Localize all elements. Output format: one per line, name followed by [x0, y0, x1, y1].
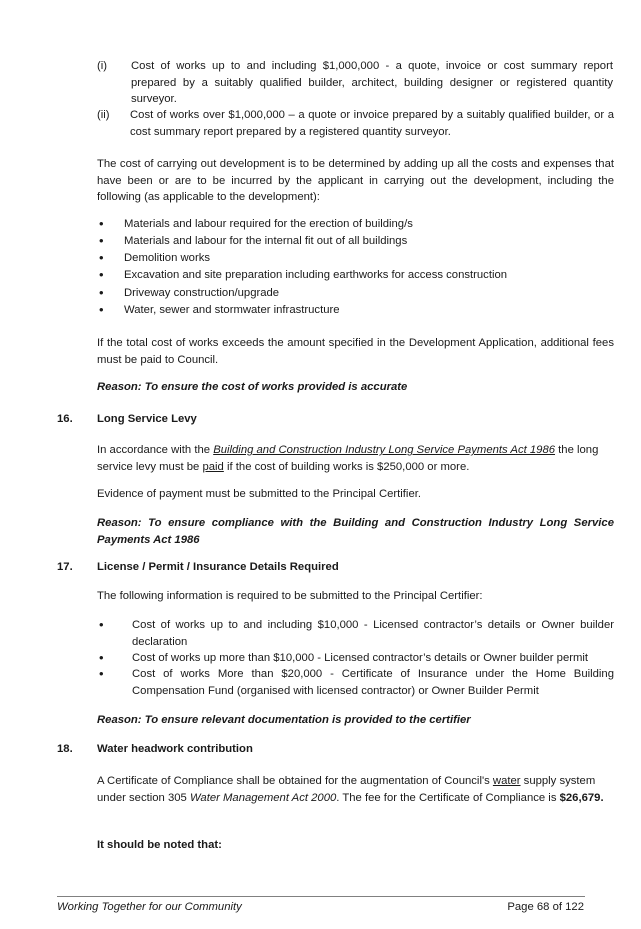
bullet-item: Water, sewer and stormwater infrastructure: [124, 304, 340, 316]
list-marker-ii: (ii): [97, 109, 110, 121]
section-title-18: Water headwork contribution: [97, 743, 253, 755]
paid-link[interactable]: paid: [202, 460, 224, 473]
required-info-paragraph: The following information is required to be submitted to the Principal Certifier:: [97, 590, 483, 602]
section-number-17: 17.: [57, 561, 73, 573]
bullet-item: Driveway construction/upgrade: [124, 287, 280, 299]
section-title-17: License / Permit / Insurance Details Required: [97, 561, 339, 573]
water-link[interactable]: water: [492, 775, 521, 787]
bullet-item: Cost of works up more than $10,000 - Licensed contractor’s details or Owner builder permit: [132, 652, 589, 664]
bullet-icon: •: [99, 250, 104, 265]
bullet-icon: •: [99, 285, 104, 300]
evidence-of-payment-paragraph: Evidence of payment must be submitted to the Principal Certifier.: [97, 488, 422, 500]
reason-long-service-levy: Reason: To ensure compliance with the Building and Construction Industry Long Service Payments Act 1986: [97, 517, 614, 546]
bullet-icon: •: [99, 666, 104, 681]
bullet-item: Cost of works More than $20,000 - Certificate of Insurance under the Home Building Compensation Fund (organised with licensed contractor) or Owner Builder Permit: [132, 668, 614, 697]
bullet-icon: •: [99, 302, 104, 317]
reason-cost-of-works: Reason: To ensure the cost of works provided is accurate: [97, 381, 408, 393]
certificate-of-compliance-paragraph: A Certificate of Compliance shall be obtained for the augmentation of Council's water supply system under section 305 Water Management Act 2000. The fee for the Certificate of Compliance is $26,679.: [97, 775, 604, 804]
cost-intro-paragraph: The cost of carrying out development is to be determined by adding up all the costs and expenses that have been or are to be incurred by the applicant in carrying out the development, including the following (as applicable to the development):: [97, 158, 614, 203]
bullet-item: Materials and labour for the internal fit out of all buildings: [124, 235, 408, 247]
bullet-icon: •: [99, 216, 104, 231]
bullet-icon: •: [99, 617, 104, 632]
bullet-item: Demolition works: [124, 252, 211, 264]
section-title-16: Long Service Levy: [97, 413, 197, 425]
page-number: Page 68 of 122: [507, 901, 584, 913]
act-link[interactable]: Building and Construction Industry Long Service Payments Act 1986: [213, 444, 556, 456]
section-number-16: 16.: [57, 413, 73, 425]
bullet-item: Materials and labour required for the erection of building/s: [124, 218, 413, 230]
footer-divider: [57, 896, 585, 897]
list-item-i: Cost of works up to and including $1,000,000 - a quote, invoice or cost summary report prepared by a suitably qualified builder, architect, building designer or registered quantity surveyor.: [131, 60, 613, 105]
bullet-icon: •: [99, 650, 104, 665]
noted-heading: It should be noted that:: [97, 839, 222, 851]
bullet-item: Excavation and site preparation including earthworks for access construction: [124, 269, 508, 281]
list-item-ii: Cost of works over $1,000,000 – a quote or invoice prepared by a suitably qualified builder, or a cost summary report prepared by a registered quantity surveyor.: [130, 109, 614, 138]
bullet-icon: •: [99, 267, 104, 282]
long-service-levy-paragraph: In accordance with the Building and Construction Industry Long Service Payments Act 1986 the long service levy must be paid if the cost of building works is $250,000 or more.: [97, 444, 599, 473]
section-number-18: 18.: [57, 743, 73, 755]
reason-documentation: Reason: To ensure relevant documentation is provided to the certifier: [97, 714, 471, 726]
footer-tagline: Working Together for our Community: [57, 901, 242, 913]
bullet-item: Cost of works up to and including $10,000 - Licensed contractor’s details or Owner builder declaration: [132, 619, 614, 648]
fee-amount: $26,679.: [559, 791, 604, 804]
list-marker-i: (i): [97, 60, 108, 72]
additional-fees-paragraph: If the total cost of works exceeds the amount specified in the Development Application, additional fees must be paid to Council.: [97, 337, 614, 366]
bullet-icon: •: [99, 233, 104, 248]
